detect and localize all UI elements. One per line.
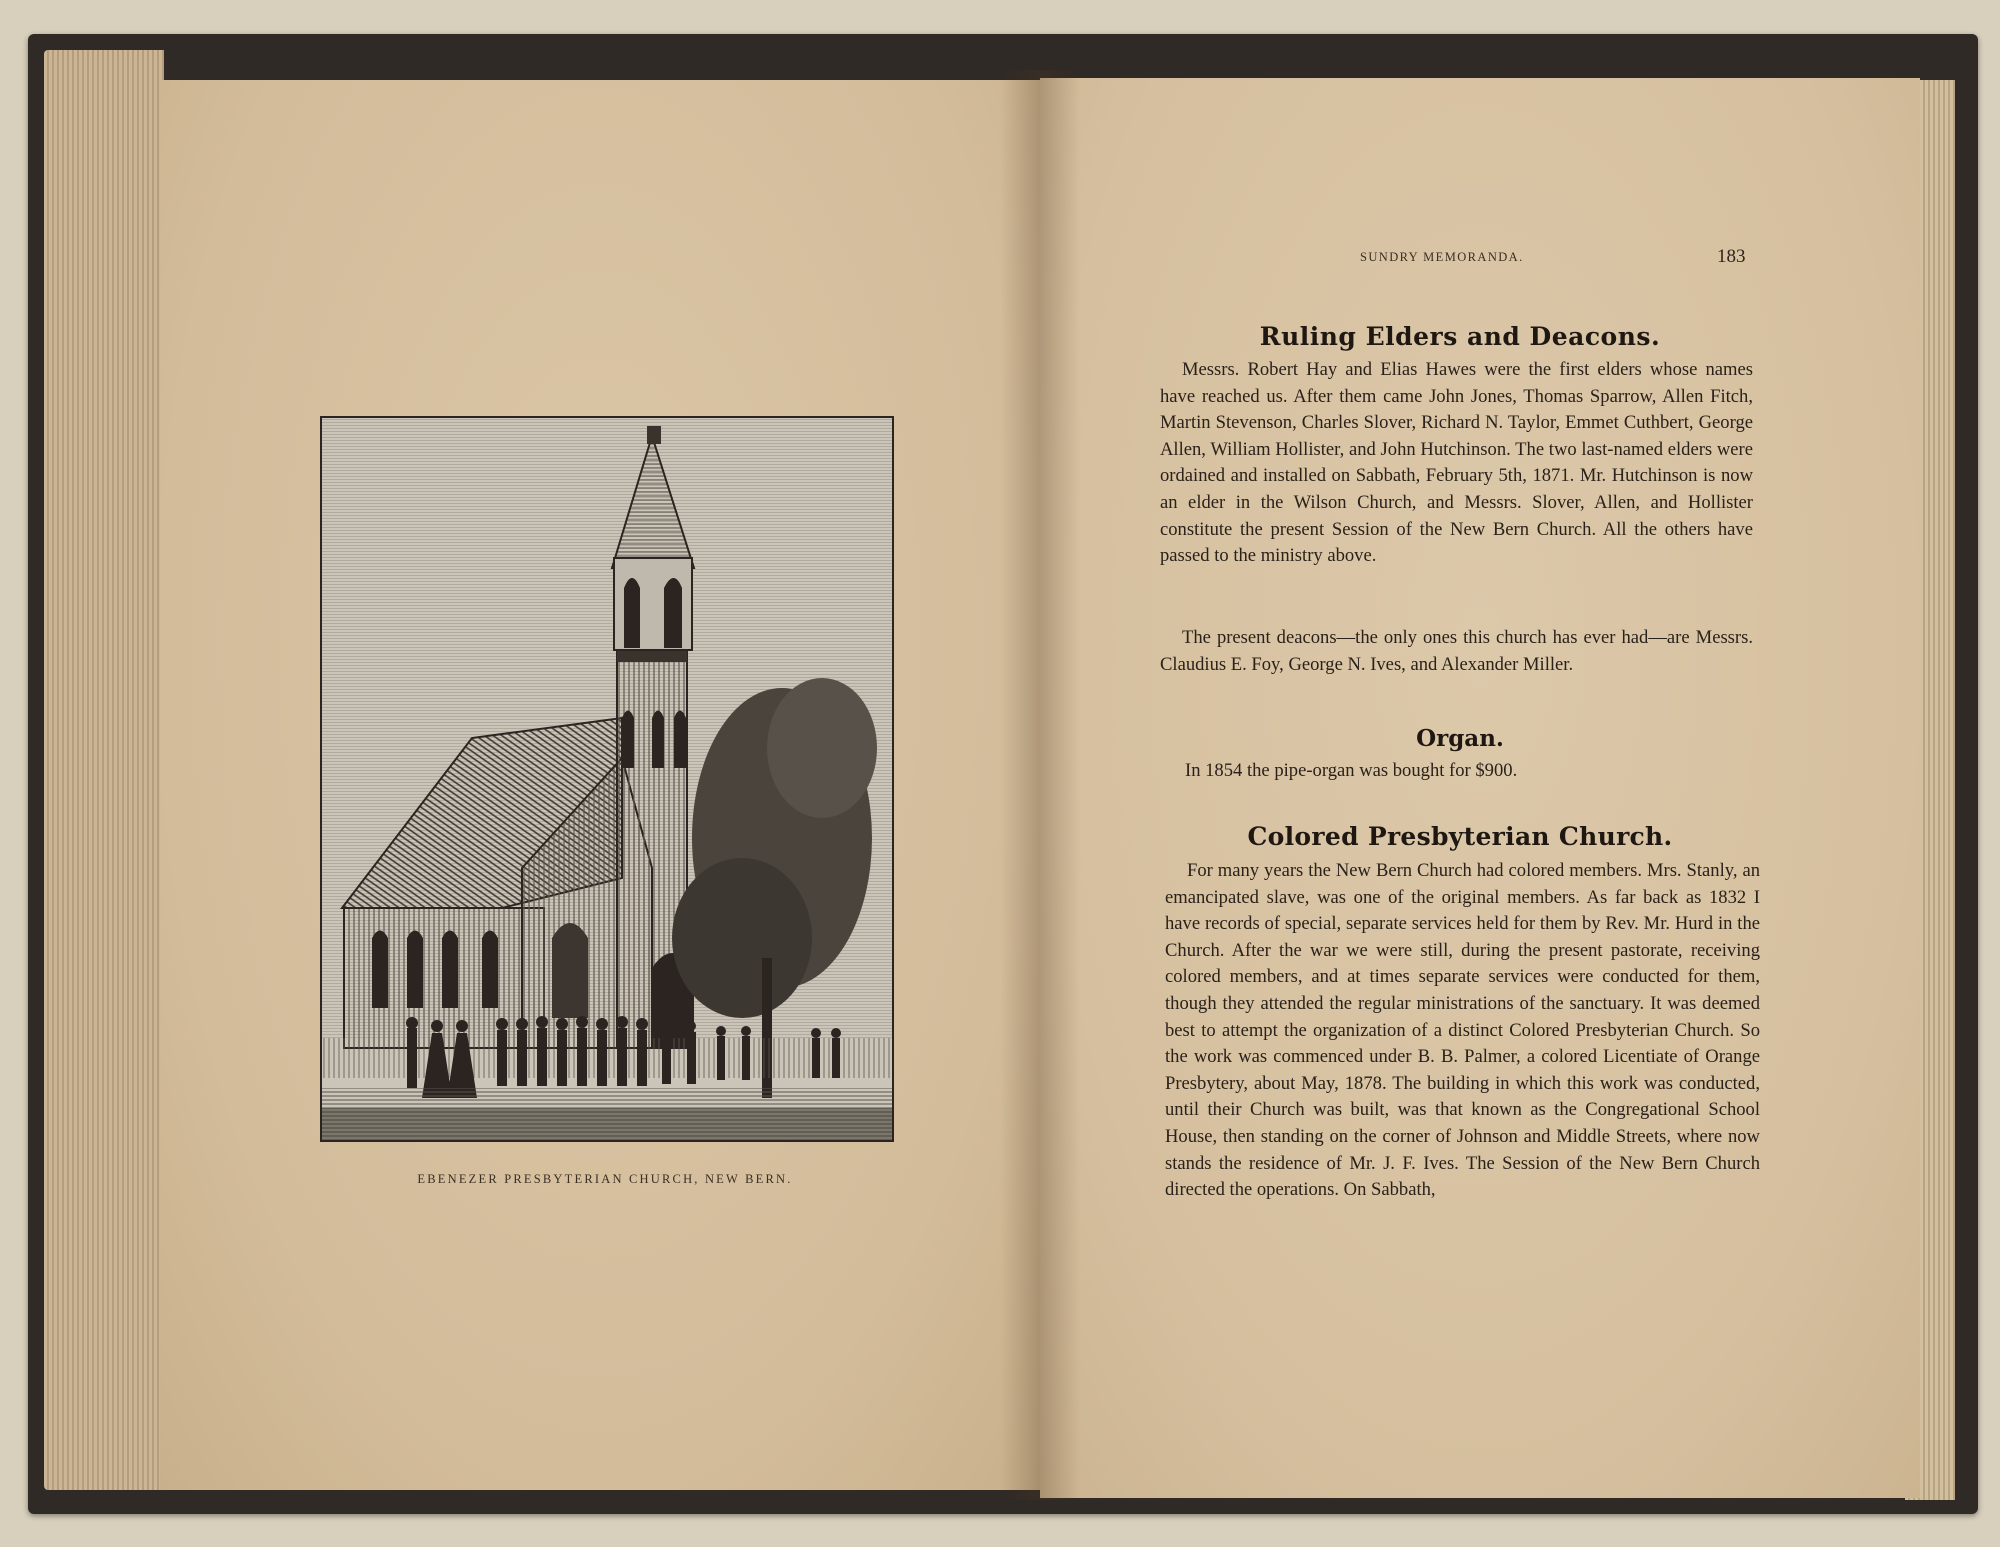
illustration-caption: EBENEZER PRESBYTERIAN CHURCH, NEW BERN. (417, 1172, 793, 1186)
right-page (1040, 78, 1920, 1498)
heading-colored-church: Colored Presbyterian Church. (1247, 822, 1673, 851)
heading-ruling-elders: Ruling Elders and Deacons. (1259, 322, 1661, 351)
paragraph-organ: In 1854 the pipe-organ was bought for $900. (1185, 760, 1518, 781)
running-head: SUNDRY MEMORANDA. (1360, 250, 1524, 264)
page-edges-left (44, 50, 164, 1490)
paragraph-colored-church: For many years the New Bern Church had colored members. Mrs. Stanly, an emancipated slave, was one of the original members. As far back as 1832 I have records of special, separate services held for them by Rev. Mr. Hurd in the Church. After the war we were still, during the present pastorate, receiving colored members, and at times separate services were conducted for them, though they attended the regular ministrations of the sanctuary. It was deemed best to attempt the organization of a distinct Colored Presbyterian Church. So the work was commenced under B. B. Palmer, a colored Licentiate of Orange Presbytery, about May, 1878. The building in which this work was conducted, until their Church was built, was that known as the Congregational School House, then standing on the corner of Johnson and Middle Streets, where now stands the residence of Mr. J. F. Ives. The Session of the New Bern Church directed the operations. On Sabbath, (1165, 860, 1760, 1201)
paragraph-elders: Messrs. Robert Hay and Elias Hawes were the first elders whose names have reached us. After them came John Jones, Thomas Sparrow, Allen Fitch, Martin Stevenson, Charles Slover, Richard N. Taylor, Emmet Cuthbert, George Allen, William Hollister, and John Hutchinson. The two last-named elders were ordained and installed on Sabbath, February 5th, 1871. Mr. Hutchinson is now an elder in the Wilson Church, and Messrs. Slover, Allen, and Hollister constitute the present Session of the New Bern Church. All the others have passed to the ministry above. (1160, 359, 1753, 567)
church-engraving (320, 416, 894, 1142)
paragraph-deacons: The present deacons—the only ones this church has ever had—are Messrs. Claudius E. Foy, George N. Ives, and Alexander Miller. (1160, 627, 1753, 675)
heading-organ: Organ. (1416, 725, 1504, 752)
page-number: 183 (1717, 246, 1746, 267)
book-gutter (1000, 70, 1080, 1500)
church-engraving-icon (322, 418, 892, 1140)
